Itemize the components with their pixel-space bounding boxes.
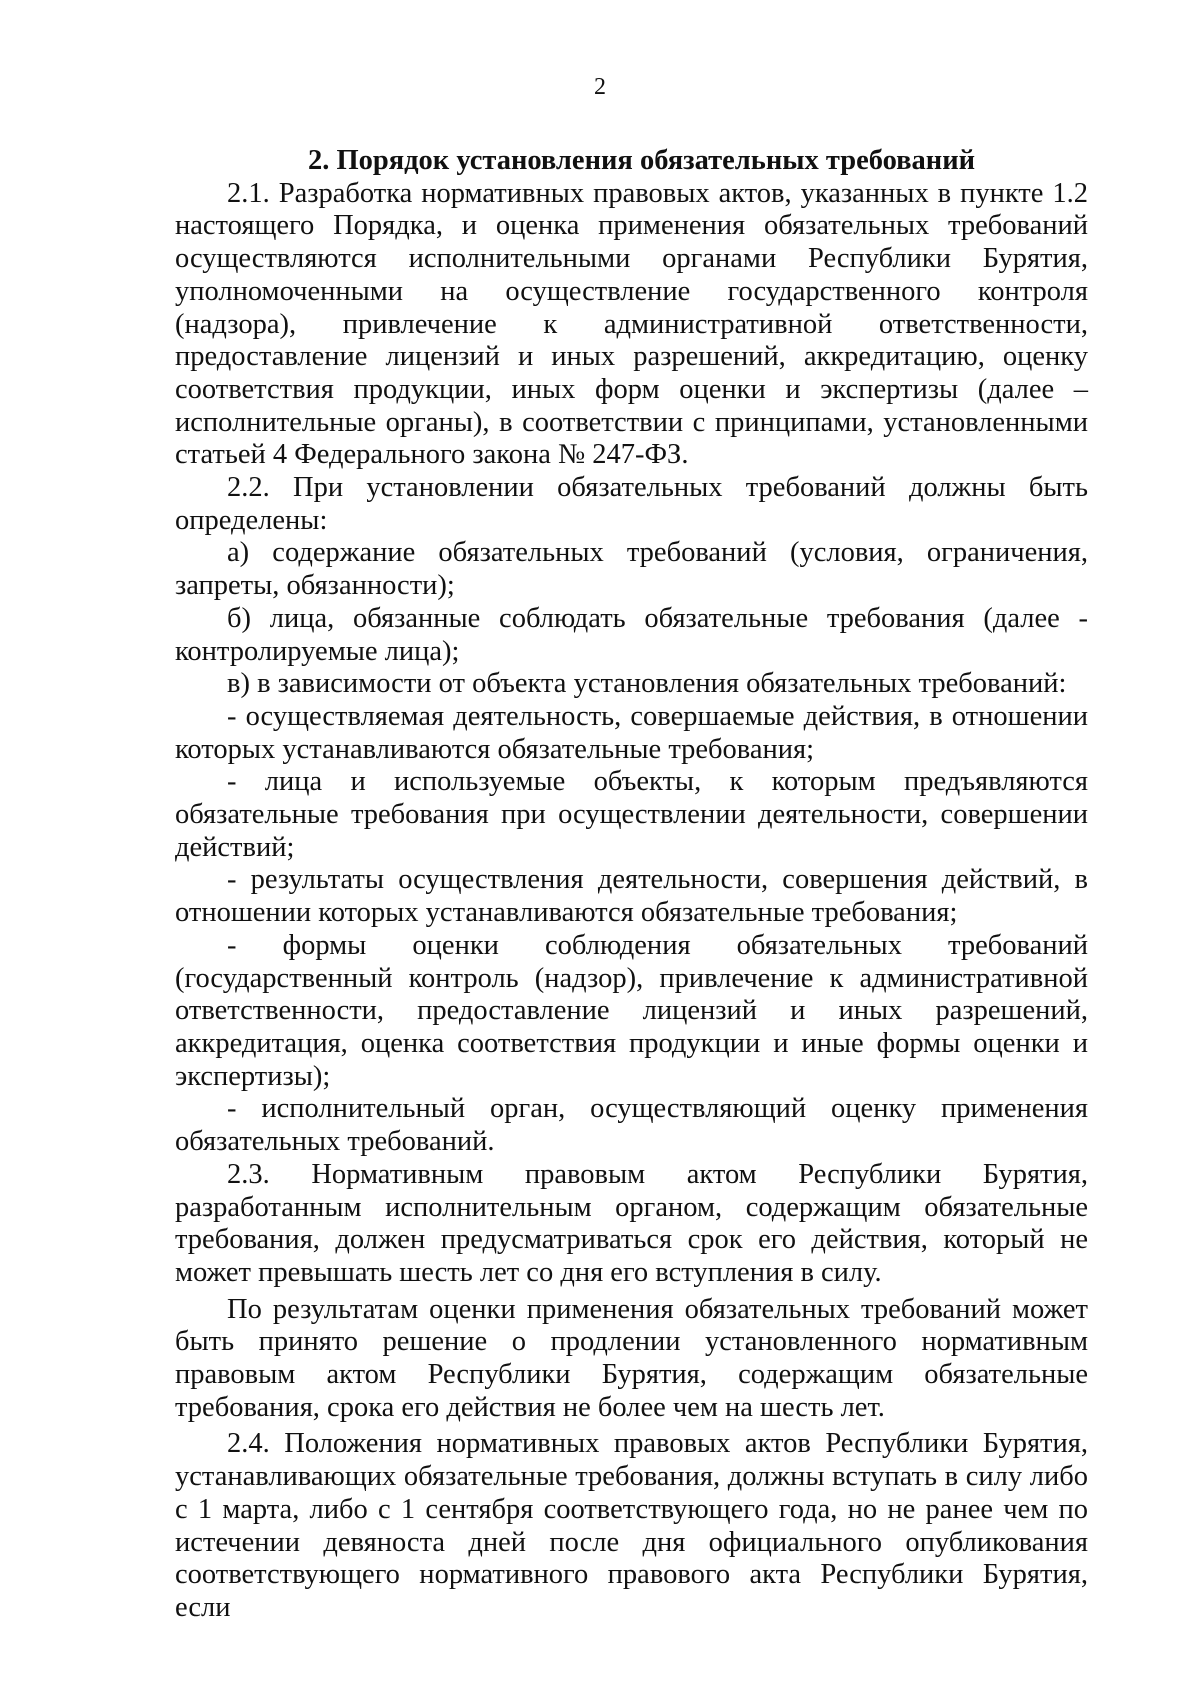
document-body <box>175 145 1088 1625</box>
paragraph-2-2-a: а) содержание обязательных требований (условия, ограничения, запреты, обязанности); <box>175 537 1088 602</box>
paragraph-2-2-b: б) лица, обязанные соблюдать обязательные требования (далее - контролируемые лица); <box>175 602 1088 667</box>
paragraph-2-4: 2.4. Положения нормативных правовых актов Республики Бурятия, устанавливающих обязательные требования, должны вступать в силу либо с 1 марта, либо с 1 сентября соответствующего года, но не ранее чем по истечении девяноста дней после дня официального опубликования соответствующего нормативного правового акта Республики Бурятия, если <box>175 1428 1088 1623</box>
paragraph-2-3-extension: По результатам оценки применения обязательных требований может быть принято решение о продлении установленного нормативным правовым актом Республики Бурятия, содержащим обязательные требования, срока его действия не более чем на шесть лет. <box>175 1293 1088 1423</box>
list-item-activity: - осуществляемая деятельность, совершаемые действия, в отношении которых устанавливаются обязательные требования; <box>175 700 1088 765</box>
paragraph-2-2-v: в) в зависимости от объекта установления обязательных требований: <box>227 668 1067 700</box>
list-item-persons-objects: - лица и используемые объекты, к которым предъявляются обязательные требования при осуществлении деятельности, совершении действий; <box>175 766 1088 863</box>
list-item-results: - результаты осуществления деятельности, совершения действий, в отношении которых устанавливаются обязательные требования; <box>175 864 1088 929</box>
paragraph-2-1: 2.1. Разработка нормативных правовых актов, указанных в пункте 1.2 настоящего Порядка, и оценка применения обязательных требований осуществляются исполнительными органами Республики Бурятия, уполномоченными на осуществление государственного контроля (надзора), привлечение к административной ответственности, предоставление лицензий и иных разрешений, аккредитацию, оценку соответствия продукции, иных форм оценки и экспертизы (далее – исполнительные органы), в соответствии с принципами, установленными статьей 4 Федерального закона № 247-ФЗ. <box>175 177 1088 471</box>
paragraph-2-3: 2.3. Нормативным правовым актом Республики Бурятия, разработанным исполнительным органом, содержащим обязательные требования, должен предусматриваться срок его действия, который не может превышать шесть лет со дня его вступления в силу. <box>175 1158 1088 1288</box>
page-number: 2 <box>594 74 606 100</box>
list-item-executive-body: - исполнительный орган, осуществляющий оценку применения обязательных требований. <box>175 1093 1088 1158</box>
section-heading: 2. Порядок установления обязательных требований <box>307 145 976 176</box>
paragraph-2-2: 2.2. При установлении обязательных требований должны быть определены: <box>175 472 1088 536</box>
list-item-assessment-forms: - формы оценки соблюдения обязательных требований (государственный контроль (надзор), привлечение к административной ответственности, предоставление лицензий и иных разрешений, аккредитация, оценка соответствия продукции и иные формы оценки и экспертизы); <box>175 929 1088 1092</box>
